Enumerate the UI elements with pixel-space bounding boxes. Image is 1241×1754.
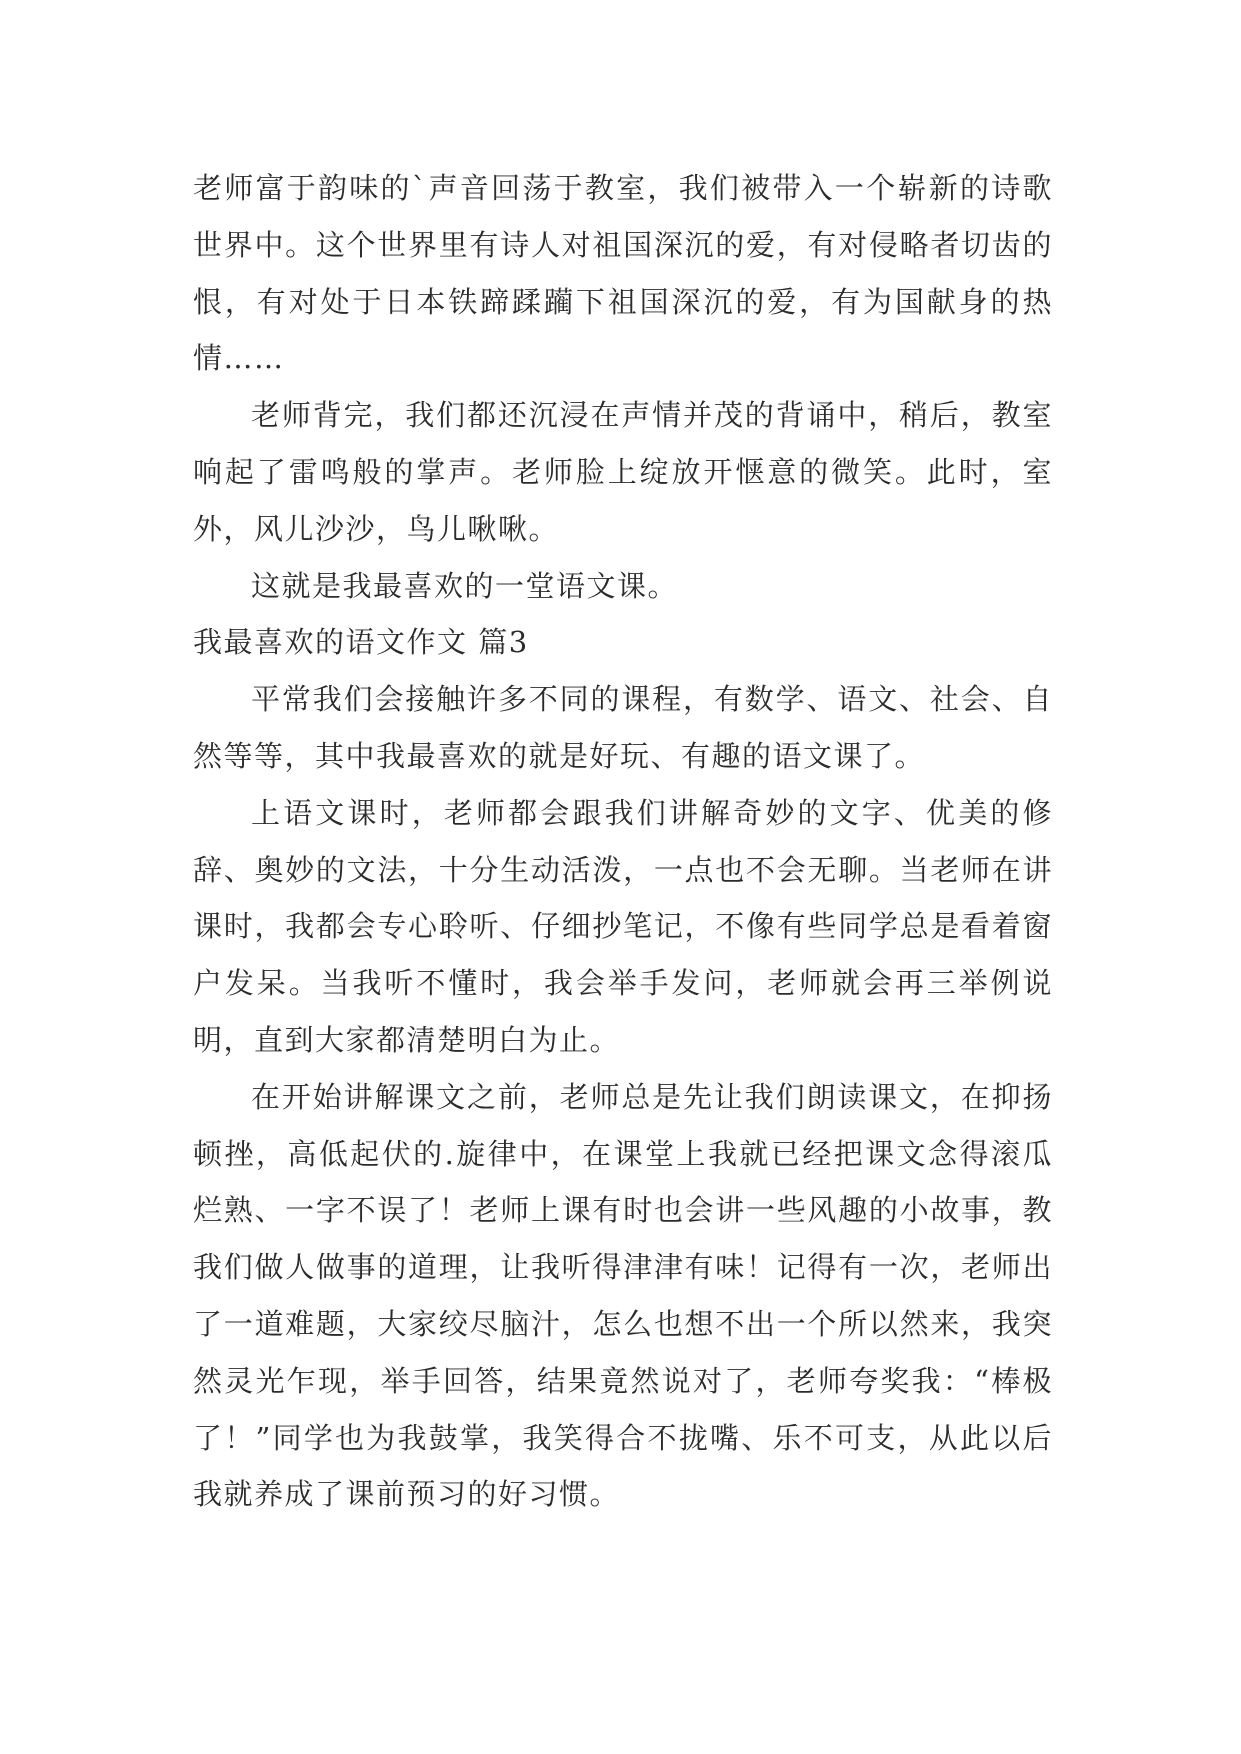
section-heading: 我最喜欢的语文作文 篇3 xyxy=(193,625,529,660)
paragraph: 在开始讲解课文之前，老师总是先让我们朗读课文，在抑扬顿挫，高低起伏的.旋律中，在课堂上我就已经把课文念得滚瓜烂熟、一字不误了！老师上课有时也会讲一些风趣的小故事，教我们做人做事的道理，让我听得津津有味！记得有一次，老师出了一道难题，大家绞尽脑汁，怎么也想不出一个所以然来，我突然灵光乍现，举手回答，结果竟然说对了，老师夸奖我：“棒极了！”同学也为我鼓掌，我笑得合不拢嘴、乐不可支，从此以后我就养成了课前预习的好习惯。 xyxy=(193,1079,1053,1512)
paragraph: 上语文课时，老师都会跟我们讲解奇妙的文字、优美的修辞、奥妙的文法，十分生动活泼，一点也不会无聊。当老师在讲课时，我都会专心聆听、仔细抄笔记，不像有些同学总是看着窗户发呆。当我听不懂时，我会举手发问，老师就会再三举例说明，直到大家都清楚明白为止。 xyxy=(193,795,1053,1057)
paragraph: 这就是我最喜欢的一堂语文课。 xyxy=(251,568,679,603)
document-body xyxy=(193,160,1053,1523)
paragraph: 平常我们会接触许多不同的课程，有数学、语文、社会、自然等等，其中我最喜欢的就是好玩、有趣的语文课了。 xyxy=(193,682,1053,773)
paragraph: 老师富于韵味的`声音回荡于教室，我们被带入一个崭新的诗歌世界中。这个世界里有诗人对祖国深沉的爱，有对侵略者切齿的恨，有对处于日本铁蹄蹂躏下祖国深沉的爱，有为国献身的热情…… xyxy=(193,171,1053,376)
paragraph: 老师背完，我们都还沉浸在声情并茂的背诵中，稍后，教室响起了雷鸣般的掌声。老师脸上绽放开惬意的微笑。此时，室外，风儿沙沙，鸟儿啾啾。 xyxy=(193,398,1053,546)
